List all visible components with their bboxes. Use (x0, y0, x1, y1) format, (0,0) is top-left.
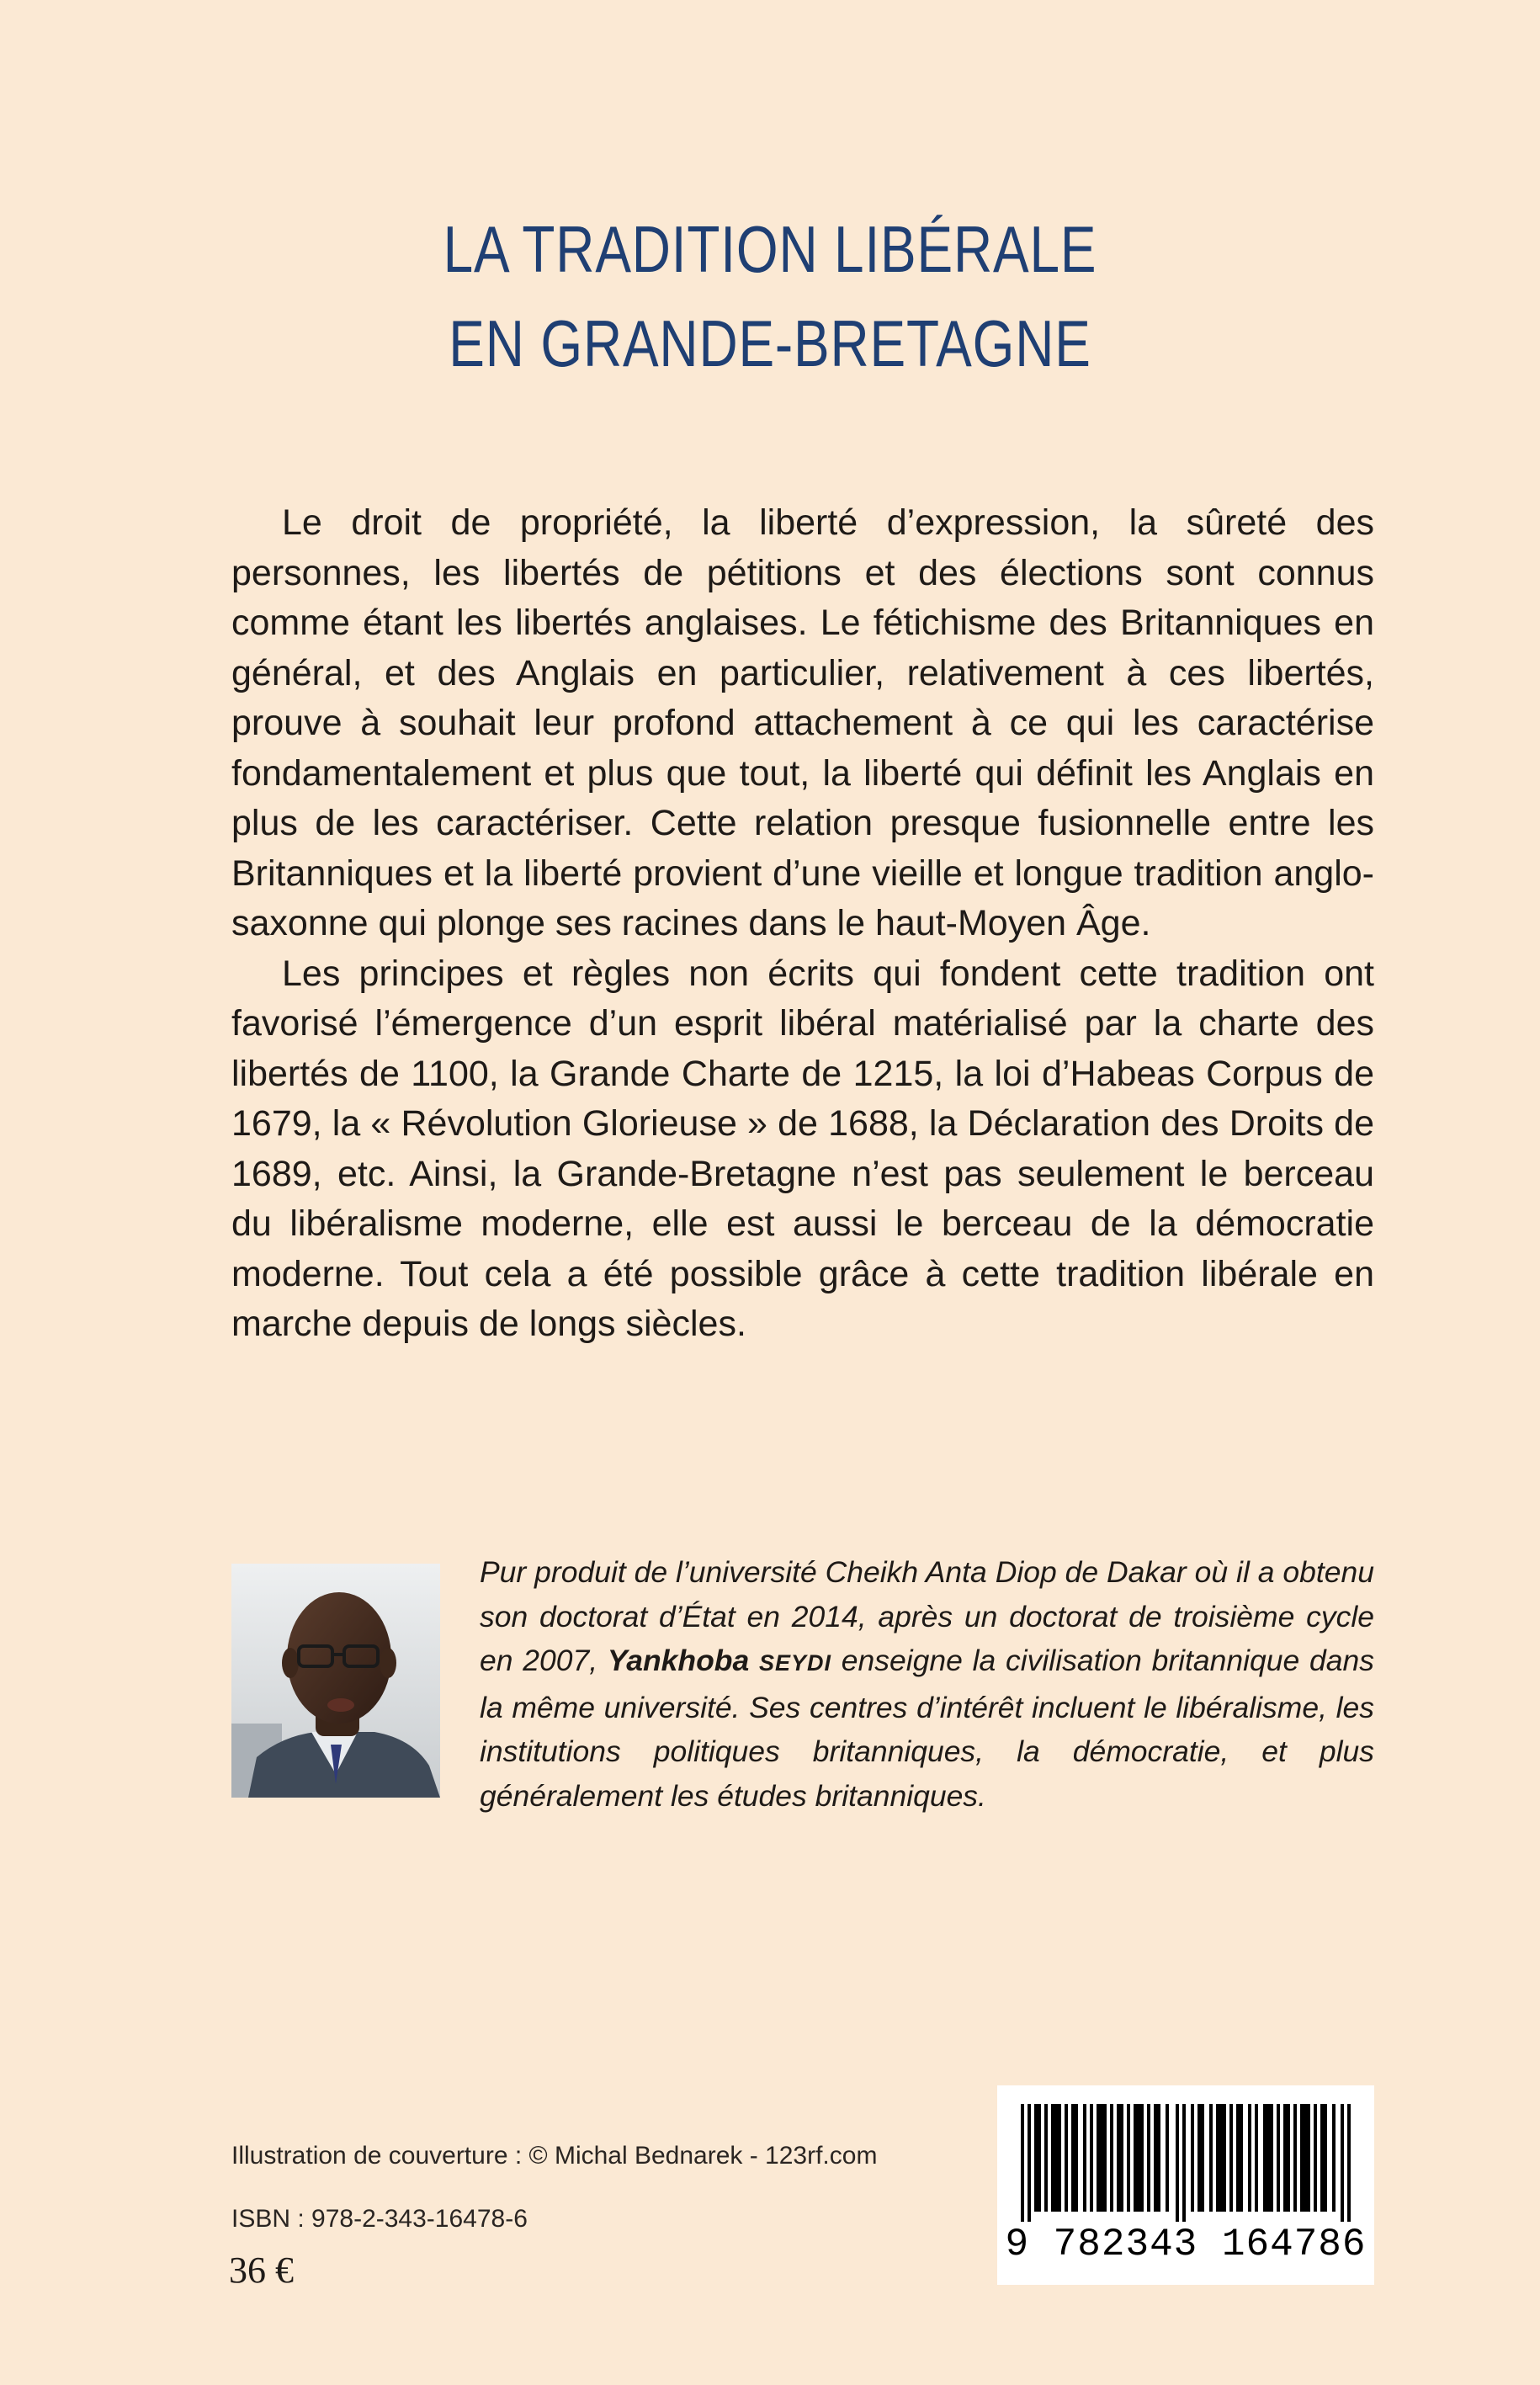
price: 36 € (229, 2250, 294, 2291)
author-name (608, 1644, 831, 1677)
author-photo (231, 1564, 440, 1798)
barcode-bars (1016, 2104, 1356, 2222)
cover-illustration-credit: Illustration de couverture : © Michal Bednarek - 123rf.com (231, 2142, 878, 2170)
title-line-1: LA TRADITION LIBÉRALE (443, 212, 1097, 286)
barcode (997, 2085, 1374, 2285)
barcode-digits: 9 782343 164786 (1005, 2223, 1367, 2266)
title-line-2: EN GRANDE-BRETAGNE (449, 306, 1091, 380)
isbn: ISBN : 978-2-343-16478-6 (231, 2205, 528, 2233)
author-first-name: Yankhoba (607, 1644, 759, 1677)
author-last-name-text: SEYDI (758, 1650, 831, 1676)
bio-text-before: Pur produit de l’université Cheikh Anta Diop de Dakar où il a obtenu son doctorat d’État en 2014, après un doctorat de troisième cycle en 2007, (480, 1555, 1374, 1677)
blurb-paragraph-2: Les principes et règles non écrits qui fondent cette tradition ont favorisé l’émergence d’un esprit libéral matérialisé par la charte des libertés de 1100, la Grande Charte de 1215, la loi d’Habeas Corpus de 1679, la « Révolution Glorieuse » de 1688, la Déclaration des Droits de 1689, etc. Ainsi, la Grande-Bretagne n’est pas seulement le berceau du libéralisme moderne, elle est aussi le berceau de la démocratie moderne. Tout cela a été possible grâce à cette tradition libérale en marche depuis de longs siècles. (231, 953, 1374, 1344)
back-cover-blurb (231, 498, 1374, 1350)
blurb-paragraph-1: Le droit de propriété, la liberté d’expression, la sûreté des personnes, les libertés de pétitions et des élections sont connus comme étant les libertés anglaises. Le fétichisme des Britanniques en général, et des Anglais en particulier, relativement à ces libertés, prouve à souhait leur profond attachement à ce qui les caractérise fondamentalement et plus que tout, la liberté qui définit les Anglais en plus de les caractériser. Cette relation presque fusionnelle entre les Britanniques et la liberté provient d’une vieille et longue tradition anglo-saxonne qui plonge ses racines dans le haut-Moyen Âge. (231, 502, 1374, 943)
author-last-name (759, 1650, 831, 1676)
bio-text-after: enseigne la civilisation britannique dans la même université. Ses centres d’intérêt incluent le libéralisme, les institutions politiques britanniques, la démocratie, et plus généralement les études britanniques. (480, 1644, 1374, 1813)
book-title (0, 202, 1540, 390)
author-biography (480, 1550, 1374, 1818)
